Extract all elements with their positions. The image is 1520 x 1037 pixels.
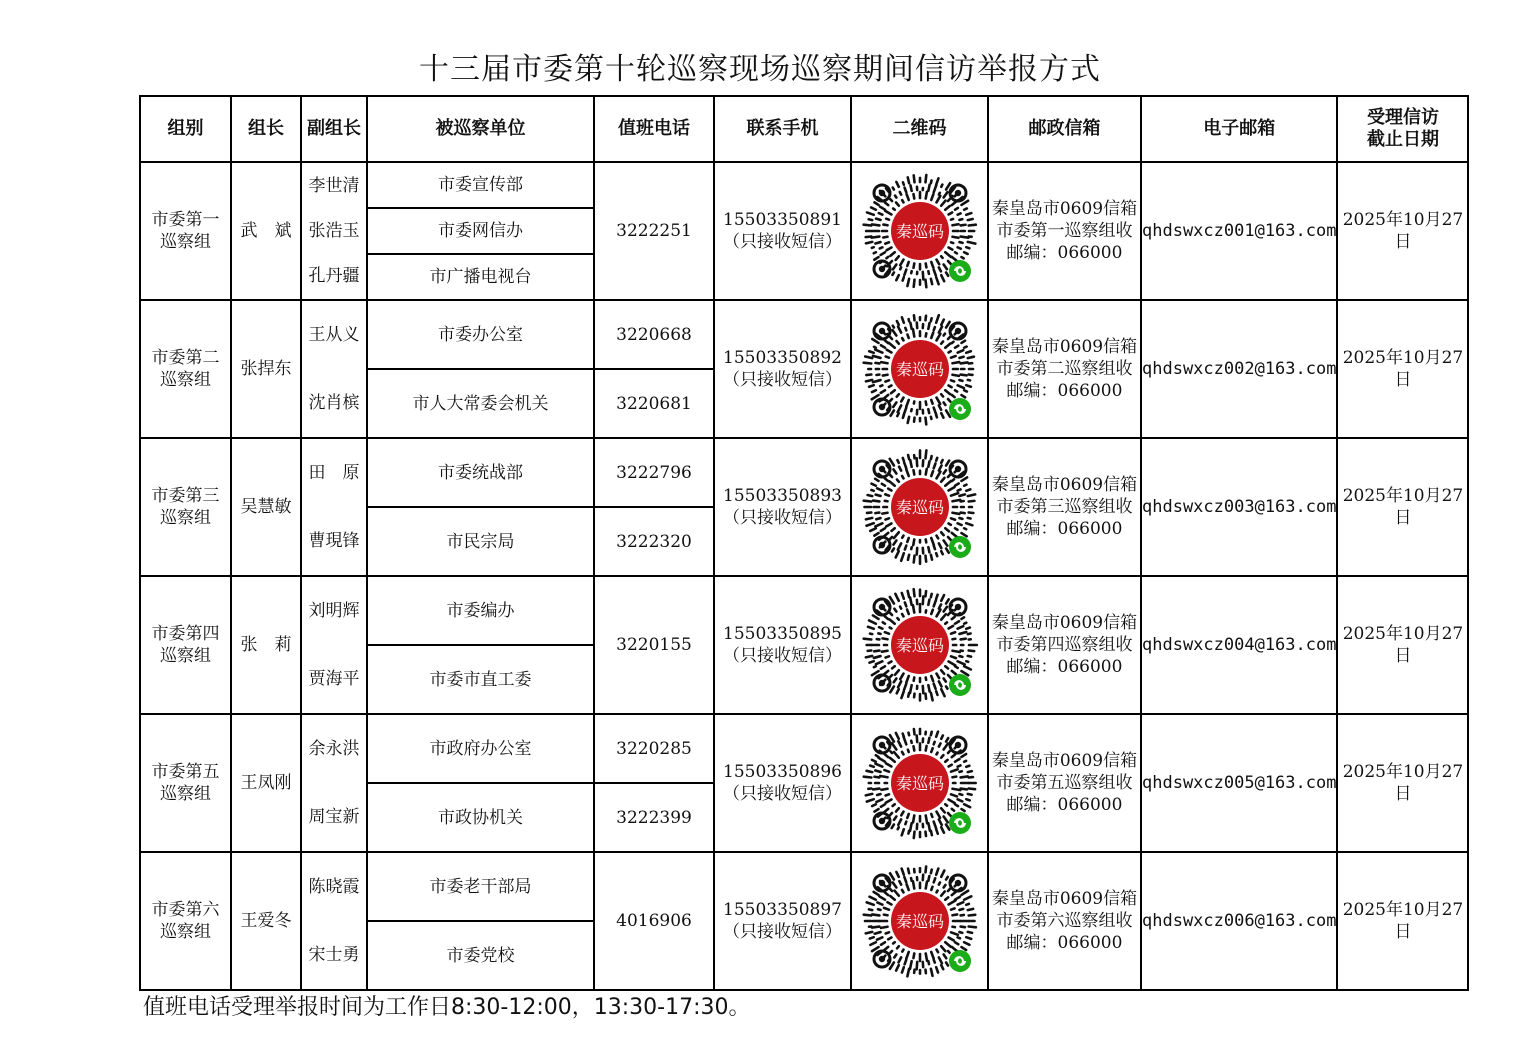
svg-text:秦巡码: 秦巡码 bbox=[895, 912, 944, 931]
postal-code: 邮编：066000 bbox=[1006, 933, 1123, 953]
postal-cell bbox=[988, 714, 1141, 852]
mini-program-qrcode-icon[interactable] bbox=[860, 861, 980, 981]
mobile-number[interactable]: 15503350896 bbox=[723, 762, 842, 782]
postal-recipient: 市委第四巡察组收 bbox=[996, 635, 1133, 655]
postal-recipient: 市委第六巡察组收 bbox=[996, 911, 1133, 931]
postal-recipient: 市委第三巡察组收 bbox=[996, 497, 1133, 517]
postal-cell bbox=[988, 438, 1141, 576]
table-row bbox=[140, 438, 1468, 576]
group-name-line1: 市委第五 bbox=[151, 762, 220, 782]
header-qrcode: 二维码 bbox=[851, 96, 988, 162]
email-cell[interactable]: qhdswxcz001@163.com bbox=[1141, 162, 1337, 300]
deputy-name: 刘明辉 bbox=[308, 601, 360, 621]
postal-cell bbox=[988, 852, 1141, 990]
duty-phone-cell bbox=[594, 852, 714, 990]
mobile-note: （只接收短信） bbox=[723, 922, 842, 942]
svg-text:秦巡码: 秦巡码 bbox=[895, 636, 944, 655]
units-cell bbox=[367, 300, 594, 438]
group-name-line1: 市委第四 bbox=[151, 624, 220, 644]
deputy-name: 孔丹疆 bbox=[308, 266, 360, 287]
page-title: 十三届市委第十轮巡察现场巡察期间信访举报方式 bbox=[419, 52, 1101, 87]
deputy-cell bbox=[301, 852, 367, 990]
deputy-cell bbox=[301, 300, 367, 438]
group-name-line1: 市委第六 bbox=[151, 900, 220, 920]
header-email: 电子邮箱 bbox=[1141, 96, 1337, 162]
deputy-name: 田 原 bbox=[308, 463, 360, 483]
postal-box: 秦皇岛市0609信箱 bbox=[991, 199, 1138, 219]
svg-text:秦巡码: 秦巡码 bbox=[895, 774, 944, 793]
duty-phone-cell bbox=[594, 162, 714, 300]
duty-phone-number[interactable]: 3220681 bbox=[595, 368, 713, 437]
postal-box: 秦皇岛市0609信箱 bbox=[991, 751, 1138, 771]
group-name-line2: 巡察组 bbox=[160, 784, 211, 804]
header-mobile: 联系手机 bbox=[714, 96, 851, 162]
email-cell[interactable]: qhdswxcz005@163.com bbox=[1141, 714, 1337, 852]
table-row bbox=[140, 852, 1468, 990]
postal-code: 邮编：066000 bbox=[1006, 795, 1123, 815]
mobile-cell bbox=[714, 576, 851, 714]
group-name-line2: 巡察组 bbox=[160, 370, 211, 390]
group-name-line2: 巡察组 bbox=[160, 508, 211, 528]
mobile-cell bbox=[714, 714, 851, 852]
postal-recipient: 市委第五巡察组收 bbox=[996, 773, 1133, 793]
postal-code: 邮编：066000 bbox=[1006, 243, 1123, 263]
duty-phone-number[interactable]: 4016906 bbox=[616, 911, 692, 931]
duty-phone-number[interactable]: 3220285 bbox=[616, 738, 692, 759]
leader-cell: 王凤刚 bbox=[231, 714, 301, 852]
leader-cell: 张 莉 bbox=[231, 576, 301, 714]
duty-phone-number[interactable]: 3220155 bbox=[616, 635, 692, 655]
header-deadline-line1: 受理信访 bbox=[1366, 107, 1439, 128]
svg-text:秦巡码: 秦巡码 bbox=[895, 498, 944, 517]
units-cell bbox=[367, 162, 594, 300]
table-row bbox=[140, 576, 1468, 714]
svg-text:秦巡码: 秦巡码 bbox=[895, 222, 944, 241]
header-units: 被巡察单位 bbox=[367, 96, 594, 162]
mini-program-qrcode-icon[interactable] bbox=[860, 171, 980, 291]
postal-code: 邮编：066000 bbox=[1006, 381, 1123, 401]
leader-cell: 王爱冬 bbox=[231, 852, 301, 990]
inspected-unit: 市政协机关 bbox=[368, 782, 593, 851]
petition-contact-table bbox=[139, 95, 1469, 991]
mobile-cell bbox=[714, 438, 851, 576]
mobile-number[interactable]: 15503350891 bbox=[723, 210, 842, 230]
inspected-unit: 市委统战部 bbox=[438, 462, 523, 483]
inspected-unit: 市委老干部局 bbox=[429, 876, 532, 897]
group-name-line1: 市委第三 bbox=[151, 486, 220, 506]
mobile-note: （只接收短信） bbox=[723, 370, 842, 390]
mini-program-qrcode-icon[interactable] bbox=[860, 585, 980, 705]
deputy-cell bbox=[301, 162, 367, 300]
leader-cell: 吴慧敏 bbox=[231, 438, 301, 576]
postal-recipient: 市委第二巡察组收 bbox=[996, 359, 1133, 379]
postal-box: 秦皇岛市0609信箱 bbox=[991, 613, 1138, 633]
inspected-unit: 市政府办公室 bbox=[429, 738, 532, 759]
duty-phone-number[interactable]: 3222251 bbox=[616, 221, 692, 241]
mini-program-qrcode-icon[interactable] bbox=[860, 309, 980, 429]
deputy-name: 沈肖槟 bbox=[308, 393, 360, 413]
mobile-cell bbox=[714, 852, 851, 990]
email-cell[interactable]: qhdswxcz006@163.com bbox=[1141, 852, 1337, 990]
deputy-name: 宋士勇 bbox=[308, 945, 360, 965]
postal-box: 秦皇岛市0609信箱 bbox=[991, 475, 1138, 495]
inspected-unit: 市民宗局 bbox=[368, 506, 593, 575]
mobile-note: （只接收短信） bbox=[723, 784, 842, 804]
postal-code: 邮编：066000 bbox=[1006, 657, 1123, 677]
mobile-cell bbox=[714, 162, 851, 300]
postal-cell bbox=[988, 162, 1141, 300]
deputy-cell bbox=[301, 576, 367, 714]
units-cell bbox=[367, 852, 594, 990]
units-cell bbox=[367, 438, 594, 576]
postal-recipient: 市委第一巡察组收 bbox=[996, 221, 1133, 241]
qrcode-cell bbox=[851, 162, 988, 300]
leader-cell: 张捍东 bbox=[231, 300, 301, 438]
postal-cell bbox=[988, 300, 1141, 438]
qrcode-cell bbox=[851, 438, 988, 576]
mobile-number[interactable]: 15503350892 bbox=[723, 348, 842, 368]
svg-text:秦巡码: 秦巡码 bbox=[895, 360, 944, 379]
inspected-unit: 市委办公室 bbox=[438, 324, 523, 345]
table-row bbox=[140, 300, 1468, 438]
deputy-name: 曹現锋 bbox=[308, 531, 360, 551]
group-name-line2: 巡察组 bbox=[160, 922, 211, 942]
deputy-name: 余永洪 bbox=[308, 739, 360, 759]
group-cell bbox=[140, 438, 231, 576]
deadline-cell: 2025年10月27日 bbox=[1337, 852, 1468, 990]
postal-box: 秦皇岛市0609信箱 bbox=[991, 889, 1138, 909]
mobile-note: （只接收短信） bbox=[723, 232, 842, 252]
postal-code: 邮编：066000 bbox=[1006, 519, 1123, 539]
group-name-line2: 巡察组 bbox=[160, 232, 211, 252]
inspected-unit: 市人大常委会机关 bbox=[368, 368, 593, 437]
inspected-unit: 市委党校 bbox=[368, 920, 593, 989]
header-deadline-line2: 截止日期 bbox=[1366, 129, 1439, 150]
mobile-number[interactable]: 15503350895 bbox=[723, 624, 842, 644]
group-name-line1: 市委第二 bbox=[151, 348, 220, 368]
deadline-cell: 2025年10月27日 bbox=[1337, 576, 1468, 714]
mobile-number[interactable]: 15503350897 bbox=[723, 900, 842, 920]
duty-phone-number[interactable]: 3220668 bbox=[616, 324, 692, 345]
deputy-name: 李世清 bbox=[308, 175, 360, 196]
group-cell bbox=[140, 576, 231, 714]
mini-program-qrcode-icon[interactable] bbox=[860, 447, 980, 567]
group-name-line2: 巡察组 bbox=[160, 646, 211, 666]
deputy-cell bbox=[301, 714, 367, 852]
header-postal: 邮政信箱 bbox=[988, 96, 1141, 162]
deputy-cell bbox=[301, 438, 367, 576]
postal-cell bbox=[988, 576, 1141, 714]
header-group: 组别 bbox=[140, 96, 231, 162]
deputy-name: 张浩玉 bbox=[308, 220, 360, 241]
inspected-unit: 市委网信办 bbox=[368, 207, 593, 253]
table-row bbox=[140, 714, 1468, 852]
email-cell[interactable]: qhdswxcz003@163.com bbox=[1141, 438, 1337, 576]
group-cell bbox=[140, 852, 231, 990]
mobile-note: （只接收短信） bbox=[723, 508, 842, 528]
units-cell bbox=[367, 576, 594, 714]
table-row bbox=[140, 162, 1468, 300]
qrcode-cell bbox=[851, 714, 988, 852]
inspected-unit: 市委编办 bbox=[446, 600, 515, 621]
duty-phone-cell bbox=[594, 300, 714, 438]
duty-phone-number[interactable]: 3222399 bbox=[595, 782, 713, 851]
duty-phone-number[interactable]: 3222320 bbox=[595, 506, 713, 575]
inspected-unit: 市委宣传部 bbox=[438, 175, 523, 195]
mobile-cell bbox=[714, 300, 851, 438]
group-cell bbox=[140, 300, 231, 438]
mini-program-qrcode-icon[interactable] bbox=[860, 723, 980, 843]
group-name-line1: 市委第一 bbox=[151, 210, 220, 230]
leader-cell: 武 斌 bbox=[231, 162, 301, 300]
header-deputy: 副组长 bbox=[301, 96, 367, 162]
deputy-name: 贾海平 bbox=[308, 669, 360, 689]
qrcode-cell bbox=[851, 300, 988, 438]
footnote: 值班电话受理举报时间为工作日8:30-12:00，13:30-17:30。 bbox=[143, 995, 751, 1020]
header-duty-phone: 值班电话 bbox=[594, 96, 714, 162]
postal-box: 秦皇岛市0609信箱 bbox=[991, 337, 1138, 357]
mobile-note: （只接收短信） bbox=[723, 646, 842, 666]
deadline-cell: 2025年10月27日 bbox=[1337, 300, 1468, 438]
deadline-cell: 2025年10月27日 bbox=[1337, 714, 1468, 852]
duty-phone-number[interactable]: 3222796 bbox=[616, 462, 692, 483]
qrcode-cell bbox=[851, 852, 988, 990]
deputy-name: 周宝新 bbox=[308, 807, 360, 827]
header-row bbox=[140, 96, 1468, 162]
inspected-unit: 市委市直工委 bbox=[368, 644, 593, 713]
group-cell bbox=[140, 162, 231, 300]
qrcode-cell bbox=[851, 576, 988, 714]
group-cell bbox=[140, 714, 231, 852]
mobile-number[interactable]: 15503350893 bbox=[723, 486, 842, 506]
units-cell bbox=[367, 714, 594, 852]
email-cell[interactable]: qhdswxcz004@163.com bbox=[1141, 576, 1337, 714]
deputy-name: 王从义 bbox=[308, 325, 360, 345]
deadline-cell: 2025年10月27日 bbox=[1337, 162, 1468, 300]
deputy-name: 陈晓霞 bbox=[308, 877, 360, 897]
inspected-unit: 市广播电视台 bbox=[368, 253, 593, 299]
header-deadline bbox=[1337, 96, 1468, 162]
header-leader: 组长 bbox=[231, 96, 301, 162]
duty-phone-cell bbox=[594, 714, 714, 852]
email-cell[interactable]: qhdswxcz002@163.com bbox=[1141, 300, 1337, 438]
duty-phone-cell bbox=[594, 576, 714, 714]
deadline-cell: 2025年10月27日 bbox=[1337, 438, 1468, 576]
duty-phone-cell bbox=[594, 438, 714, 576]
